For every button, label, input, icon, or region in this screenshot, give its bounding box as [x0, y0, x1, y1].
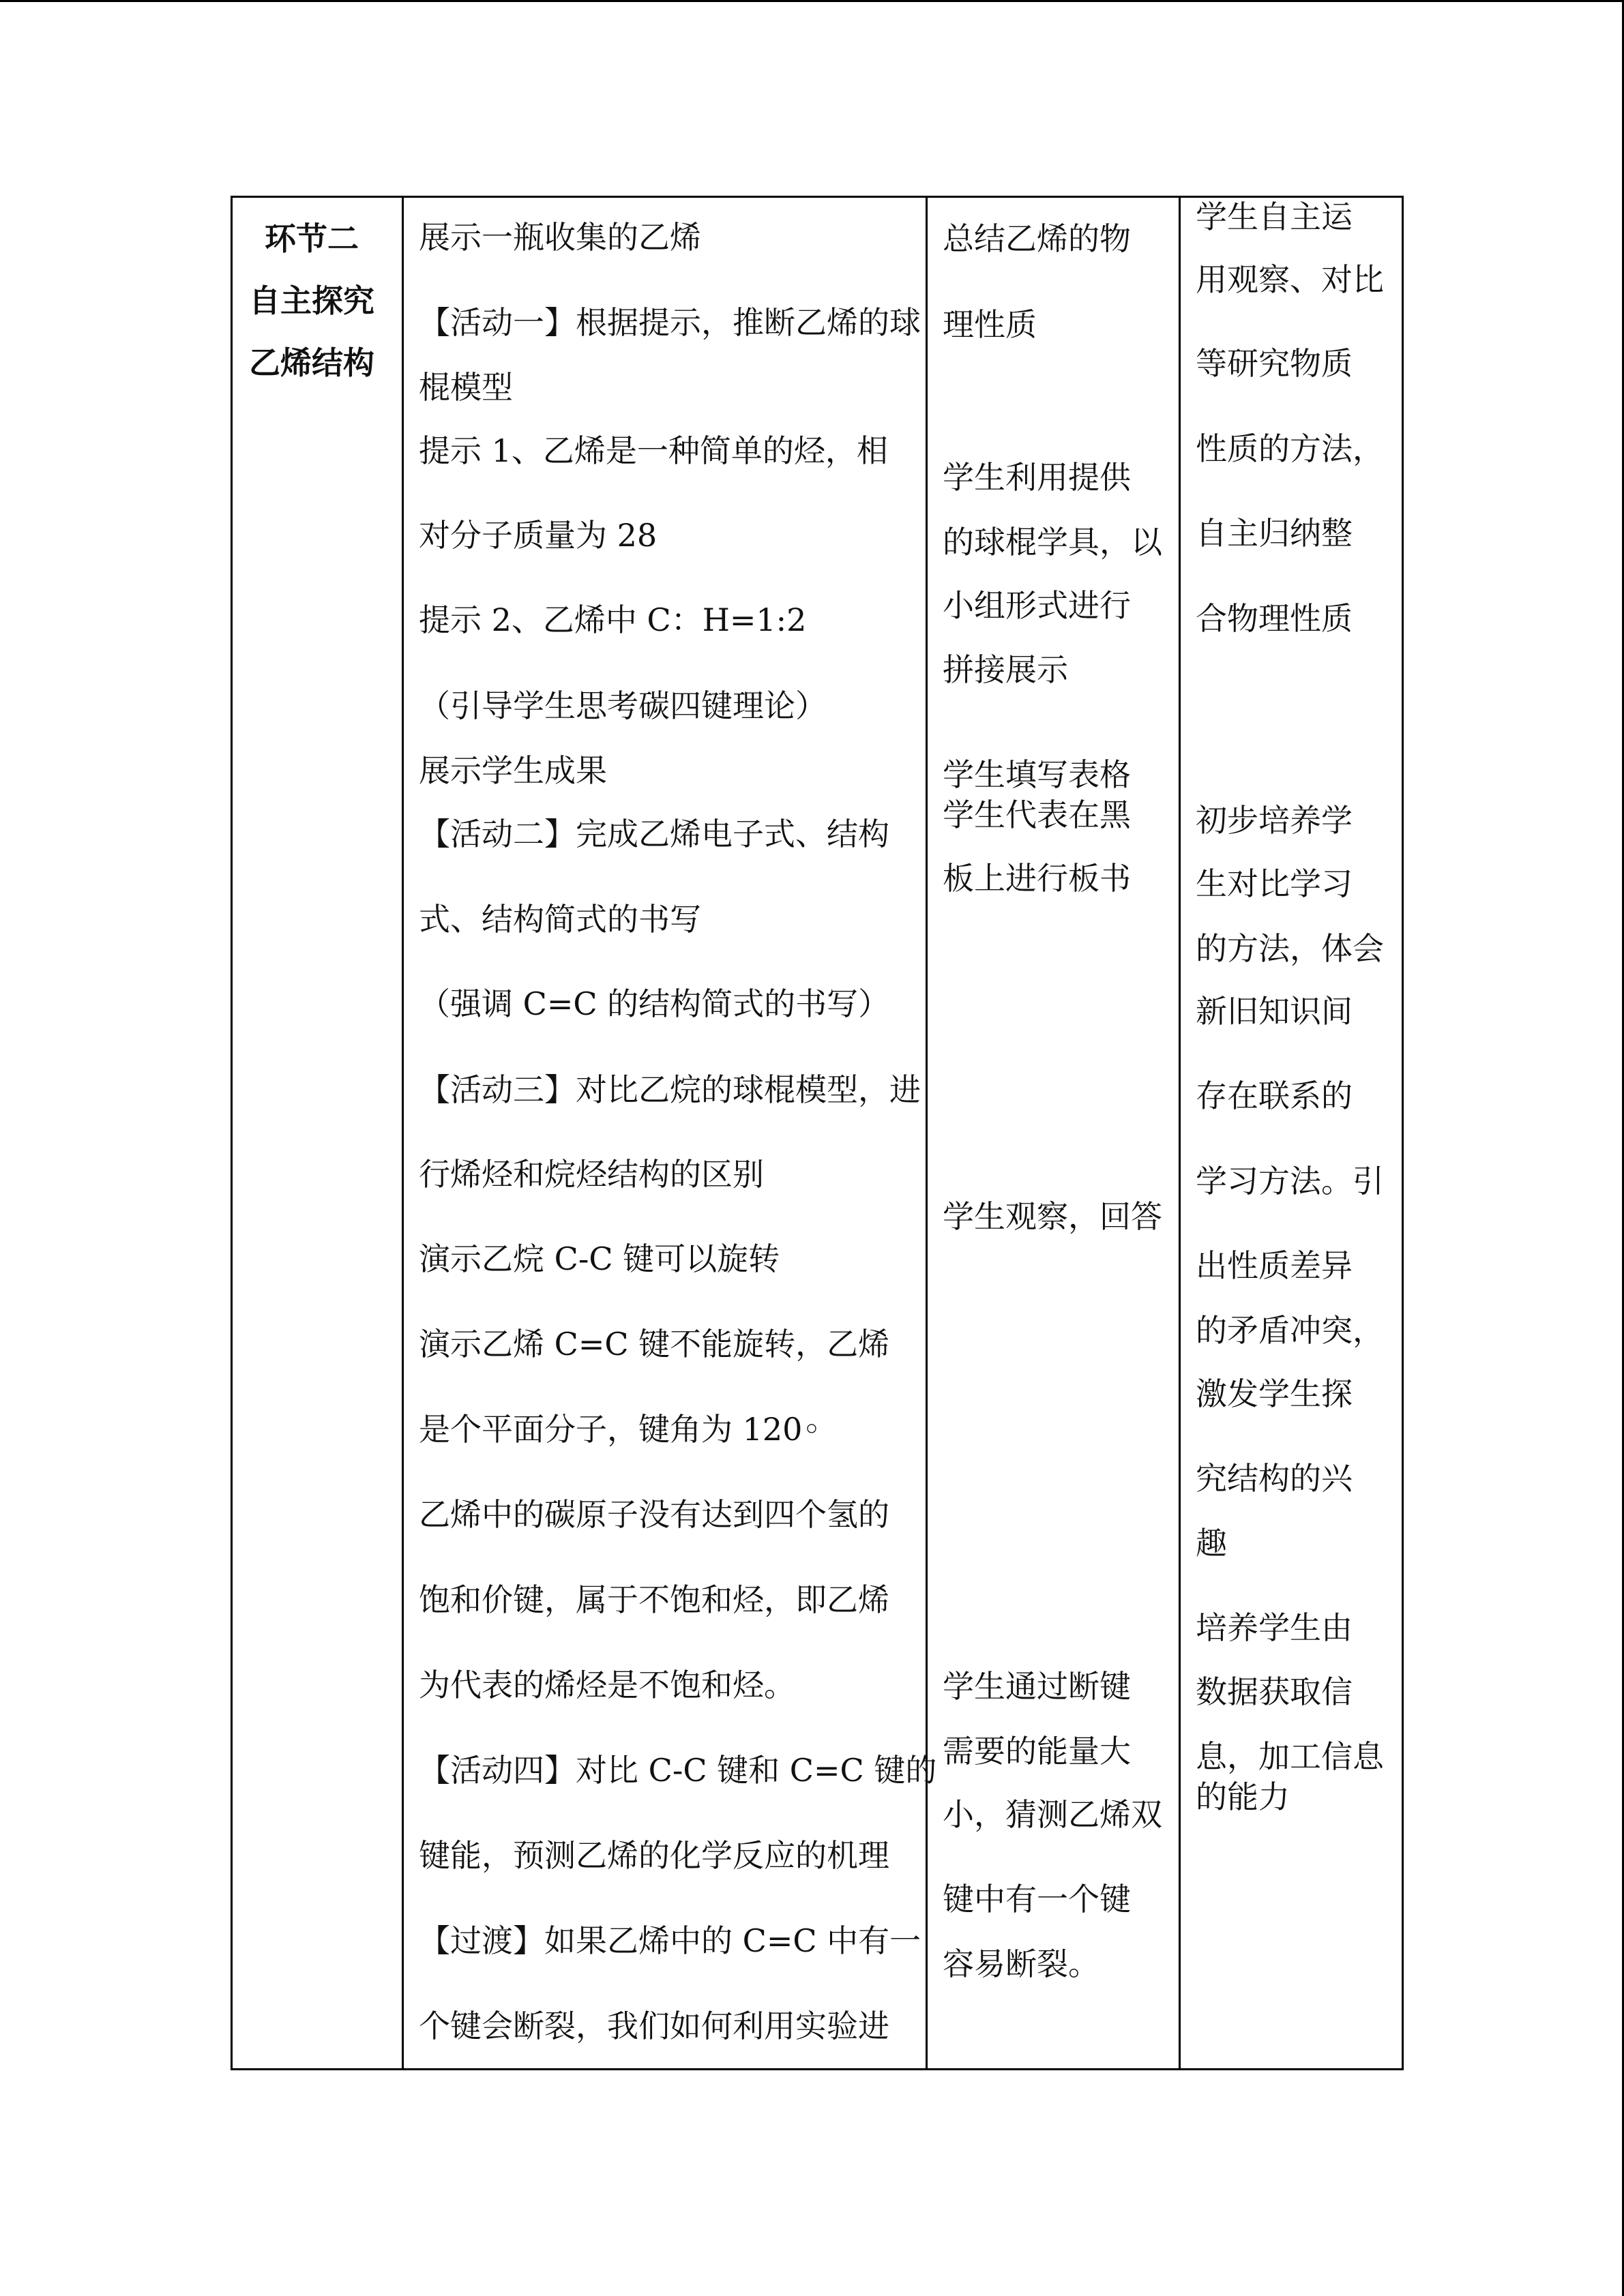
intent-line: 生对比学习	[1196, 865, 1353, 902]
teacher-line: 饱和价键，属于不饱和烃，即乙烯	[419, 1581, 889, 1618]
intent-line: 培养学生由	[1196, 1609, 1353, 1646]
teacher-line: 演示乙烷 C-C 键可以旋转	[419, 1240, 780, 1277]
teacher-line: 提示 1、乙烯是一种简单的烃，相	[419, 432, 888, 469]
intent-line: 究结构的兴	[1196, 1460, 1353, 1497]
intent-line: 初步培养学	[1196, 802, 1353, 839]
teacher-line: 是个平面分子，键角为 120◦	[419, 1411, 821, 1448]
student-line: 学生代表在黑	[943, 796, 1131, 833]
student-line: 容易断裂。	[943, 1945, 1099, 1982]
stage-line: 自主探究	[249, 282, 374, 319]
stage-line: 环节二	[265, 220, 359, 257]
teacher-line: 【活动一】根据提示，推断乙烯的球	[419, 304, 921, 341]
student-line: 总结乙烯的物	[943, 220, 1131, 257]
teacher-line: （引导学生思考碳四键理论）	[419, 687, 827, 724]
student-line: 拼接展示	[943, 651, 1068, 688]
student-line: 理性质	[943, 306, 1037, 343]
intent-line: 学习方法。引	[1196, 1163, 1384, 1199]
teacher-line: 棍模型	[419, 369, 513, 406]
teacher-line: 为代表的烯烃是不饱和烃。	[419, 1667, 795, 1703]
teacher-line: 【活动二】完成乙烯电子式、结构	[419, 816, 889, 852]
intent-line: 趣	[1196, 1525, 1227, 1562]
teacher-line: 个键会断裂，我们如何利用实验进	[419, 2008, 889, 2044]
student-line: 需要的能量大	[943, 1733, 1131, 1770]
lesson-plan-table	[231, 196, 1404, 2070]
teacher-line: 展示学生成果	[419, 752, 607, 789]
stage-cell	[232, 197, 403, 2070]
intent-line: 自主归纳整	[1196, 515, 1353, 552]
student-line: 键中有一个键	[943, 1881, 1131, 1918]
student-line: 小，猜测乙烯双	[943, 1796, 1162, 1833]
intent-line: 出性质差异	[1196, 1247, 1353, 1284]
intent-line: 激发学生探	[1196, 1375, 1353, 1412]
intent-line: 的矛盾冲突，	[1196, 1312, 1384, 1349]
intent-line: 数据获取信	[1196, 1673, 1353, 1710]
intent-line: 息，加工信息	[1196, 1738, 1384, 1775]
student-line: 小组形式进行	[943, 587, 1131, 624]
intent-line: 新旧知识间	[1196, 993, 1353, 1030]
teacher-line: 提示 2、乙烯中 C：H=1:2	[419, 601, 807, 638]
page-border-top	[0, 0, 1624, 2]
intent-line: 存在联系的	[1196, 1077, 1353, 1114]
student-activity-cell	[927, 197, 1180, 2070]
intent-line: 的能力	[1196, 1778, 1290, 1815]
table-row	[232, 197, 1403, 2070]
intent-line: 等研究物质	[1196, 345, 1353, 382]
student-line: 学生利用提供	[943, 459, 1131, 496]
teacher-line: 乙烯中的碳原子没有达到四个氢的	[419, 1496, 889, 1533]
teacher-line: 演示乙烯 C=C 键不能旋转，乙烯	[419, 1326, 890, 1362]
teacher-line: 行烯烃和烷烃结构的区别	[419, 1156, 764, 1193]
teacher-line: 【活动四】对比 C-C 键和 C=C 键的	[419, 1752, 937, 1789]
teacher-line: （强调 C=C 的结构简式的书写）	[419, 985, 890, 1022]
student-line: 的球棍学具，以	[943, 524, 1162, 561]
student-line: 学生通过断键	[943, 1668, 1131, 1705]
intent-line: 学生自主运	[1196, 198, 1353, 235]
teacher-line: 键能，预测乙烯的化学反应的机理	[419, 1837, 889, 1874]
teacher-activity-cell	[403, 197, 937, 2070]
intent-line: 用观察、对比	[1196, 261, 1384, 298]
stage-line: 乙烯结构	[249, 344, 374, 381]
intent-line: 的方法，体会	[1196, 930, 1384, 967]
teacher-line: 展示一瓶收集的乙烯	[419, 219, 701, 256]
teacher-line: 式、结构简式的书写	[419, 901, 701, 938]
intent-line: 合物理性质	[1196, 600, 1353, 637]
teacher-line: 【活动三】对比乙烷的球棍模型，进	[419, 1071, 921, 1108]
student-line: 学生观察，回答	[943, 1198, 1162, 1235]
teacher-line: 【过渡】如果乙烯中的 C=C 中有一	[419, 1922, 921, 1959]
design-intent-cell	[1180, 197, 1403, 2070]
teacher-line: 对分子质量为 28	[419, 517, 658, 554]
intent-line: 性质的方法，	[1196, 430, 1384, 467]
student-line: 板上进行板书	[943, 860, 1131, 897]
student-line: 学生填写表格	[943, 756, 1131, 793]
